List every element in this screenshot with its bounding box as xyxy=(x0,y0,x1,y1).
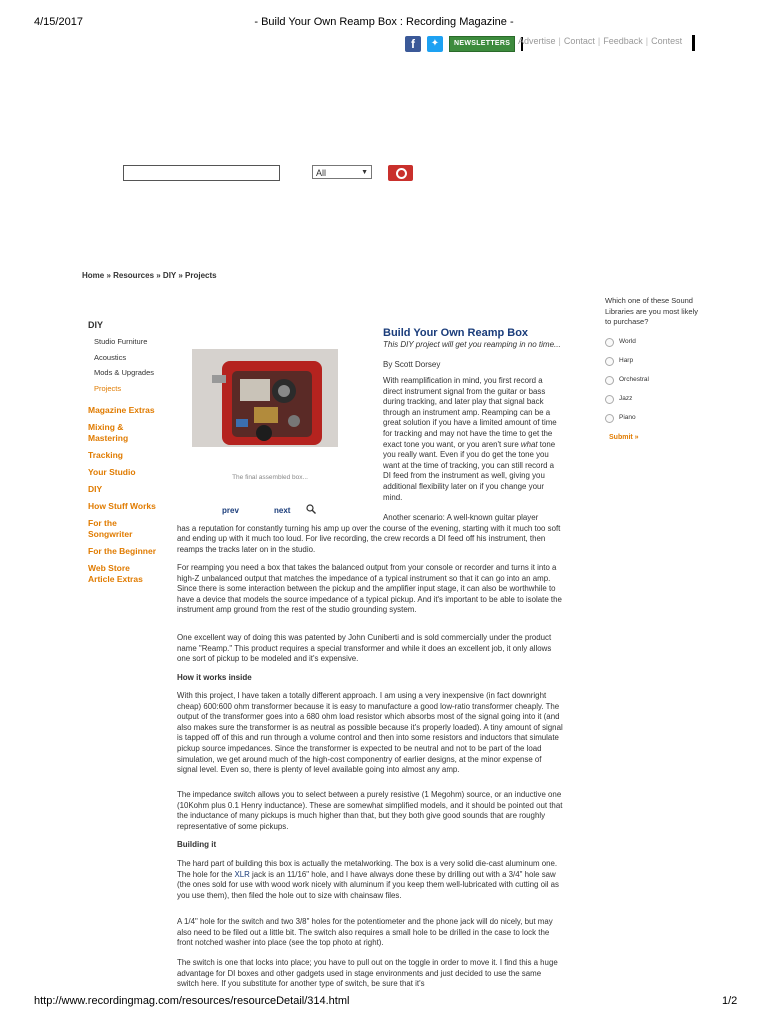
poll-question: Which one of these Sound Libraries are you most likely to purchase? xyxy=(605,296,698,326)
search-input[interactable] xyxy=(123,165,280,181)
social-links xyxy=(405,36,523,52)
radio-button[interactable] xyxy=(605,338,614,347)
divider xyxy=(692,35,695,51)
search-category-value: All xyxy=(316,168,327,178)
sidebar-item-for-the-beginner[interactable]: For the Beginner xyxy=(88,546,157,556)
article-paragraph: A 1/4" hole for the switch and two 3/8" holes for the potentiometer and the phone jack will do nicely, but may also need to be filed out a little bit. The switch also requires a small hole to be drilled in the case to lock the front notched washer into place (see the top photo at right). xyxy=(177,917,553,948)
twitter-icon[interactable]: ✦ xyxy=(427,36,443,52)
sidebar xyxy=(88,320,178,585)
section-heading-building-it: Building it xyxy=(177,840,217,849)
xlr-link[interactable]: XLR xyxy=(234,869,250,879)
feedback-link[interactable]: Feedback xyxy=(603,36,643,46)
sidebar-item-tracking[interactable]: Tracking xyxy=(88,450,123,460)
sidebar-item-diy[interactable]: DIY xyxy=(88,484,103,494)
poll xyxy=(605,296,700,441)
poll-option-orchestral[interactable]: Orchestral xyxy=(605,376,700,395)
article-byline: By Scott Dorsey xyxy=(383,360,441,369)
article-paragraph: The switch is one that locks into place; you have to pull out on the toggle in order to move it. I find this a huge advantage for DI boxes and other gadgets used in stage environments and just decided to use the same switch here. If you substitute for another type of switch, be sure that it's xyxy=(177,958,558,989)
radio-button[interactable] xyxy=(605,376,614,385)
breadcrumb[interactable]: Home » Resources » DIY » Projects xyxy=(82,271,217,280)
print-page-number: 1/2 xyxy=(722,995,738,1007)
sidebar-item-mods-upgrades[interactable]: Mods & Upgrades xyxy=(94,368,155,377)
sidebar-section-title[interactable]: DIY xyxy=(88,320,104,330)
poll-option-piano[interactable]: Piano xyxy=(605,414,700,433)
article-title: Build Your Own Reamp Box xyxy=(383,327,529,339)
article-paragraph: Another scenario: A well-known guitar player has a reputation for constantly turning his amp up over the course of the evening, starting with it much too soft and ending up with it much too loud. For live recording, the crew records a DI feed off his instrument, then reamps the tracks later on in the studio. xyxy=(177,513,561,554)
poll-submit-button[interactable]: Submit » xyxy=(609,434,639,442)
search-button[interactable] xyxy=(388,165,413,181)
contact-link[interactable]: Contact xyxy=(563,36,595,46)
print-title: - Build Your Own Reamp Box : Recording Magazine - xyxy=(254,16,514,28)
sidebar-item-studio-furniture[interactable]: Studio Furniture xyxy=(94,337,148,346)
top-links: Advertise | Contact | Feedback | Contest xyxy=(518,36,683,46)
sidebar-item-web-store-article-extras[interactable]: Web Store Article Extras xyxy=(88,563,143,584)
print-url: http://www.recordingmag.com/resources/resourceDetail/314.html xyxy=(34,995,350,1007)
advertise-link[interactable]: Advertise xyxy=(518,36,556,46)
article-paragraph: With reamplification in mind, you first record a direct instrument signal from the guitar or bass during tracking, and later play that signal back through an instrument amp. Reamping can be a great solution if you have a limited amount of time for tracking and may not have the time to get the exact tone you want, or you aren't sure what tone you really want. Even if you do get the tone you want at the time of tracking, you can still record a DI feed from the instrument as well, giving you additional flexibility later on if you change your mind. xyxy=(383,376,557,502)
dropdown-arrow-icon: ▼ xyxy=(361,169,368,176)
search-category-select[interactable] xyxy=(312,165,372,179)
article-paragraph: The impedance switch allows you to select between a purely resistive (1 Megohm) source, or an inductive one (10Kohm plus 0.1 Henry inductance). These are somewhat simplified models, and it should be pointed out that the inductance of many pickups is much higher than that, but they both give good sounds that are roughly representative of some pickups. xyxy=(177,790,563,831)
article-paragraph: With this project, I have taken a totally different approach. I am using a very inexpensive (in fact downright cheap) 600:600 ohm transformer because it is easy to manufacture a good low-ratio transformer cheaply. The output of the transformer goes into a 680 ohm load resistor which absorbs most of the signal going into it (and also makes sure the transformer is as neutral as possible because it's properly loaded). A tiny amount of signal is tapped off of this and run through a volume control and then into some resistors and inductors that simulate pickup source impedances. Since the transformer is expected to be neutral and not to be part of the load simulation, we get around much of the high-cost componentry of earlier designs, at the minor expense of signal level. Even so, there is plenty of level available going into almost any amp. xyxy=(177,691,563,775)
sidebar-item-for-the-songwriter[interactable]: For the Songwriter xyxy=(88,518,133,539)
section-heading-how-it-works: How it works inside xyxy=(177,673,252,682)
sidebar-item-projects[interactable]: Projects xyxy=(94,383,122,393)
article-subtitle: This DIY project will get you reamping in no time... xyxy=(383,340,561,349)
search-icon xyxy=(396,168,407,179)
radio-button[interactable] xyxy=(605,357,614,366)
next-button[interactable]: next xyxy=(274,506,291,515)
contest-link[interactable]: Contest xyxy=(651,36,683,46)
photo-caption: The final assembled box... xyxy=(232,474,308,481)
radio-button[interactable] xyxy=(605,414,614,423)
facebook-icon[interactable]: f xyxy=(405,36,421,52)
prev-button[interactable]: prev xyxy=(222,506,239,515)
radio-button[interactable] xyxy=(605,395,614,404)
reamp-box-photo[interactable] xyxy=(192,349,338,447)
poll-option-harp[interactable]: Harp xyxy=(605,357,700,376)
reamp-box-illustration xyxy=(192,349,338,447)
sidebar-item-how-stuff-works[interactable]: How Stuff Works xyxy=(88,501,156,511)
sidebar-item-mixing-mastering[interactable]: Mixing & Mastering xyxy=(88,422,129,443)
article-paragraph: For reamping you need a box that takes the balanced output from your console or recorder and turns it into a high-Z unbalanced output that matches the impedance of a typical instrument so that it can go into an amp. Since there is some interaction between the pickup and the amplifier input stage, it can also be worthwhile to have a device that models the source impedance of a typical pickup. And it's important to be able to isolate the instrument amp ground from the rest of the studio grounding system. xyxy=(177,563,562,615)
article-paragraph: The hard part of building this box is actually the metalworking. The box is a very solid die-cast aluminum one. The hole for the XLR jack is an 11/16" hole, and I have always done these by drilling out with a 3/4" hole saw (the ones sold for use with wood work nicely with aluminum if you keep them well-lubricated with cutting oil as you use them), then filed the hole out to size with chainsaw files. xyxy=(177,859,559,900)
poll-option-jazz[interactable]: Jazz xyxy=(605,395,700,414)
poll-option-world[interactable]: World xyxy=(605,338,700,357)
sidebar-item-your-studio[interactable]: Your Studio xyxy=(88,467,136,477)
print-date: 4/15/2017 xyxy=(34,16,83,28)
article-paragraph: One excellent way of doing this was patented by John Cuniberti and is sold commercially under the product name "Reamp." This product requires a special transformer and while it does an excellent job, it only allows one sort of pickup to be modeled and it's expensive. xyxy=(177,633,552,664)
sidebar-item-acoustics[interactable]: Acoustics xyxy=(94,352,127,362)
newsletters-button[interactable]: NEWSLETTERS xyxy=(449,36,515,52)
sidebar-item-magazine-extras[interactable]: Magazine Extras xyxy=(88,405,155,415)
